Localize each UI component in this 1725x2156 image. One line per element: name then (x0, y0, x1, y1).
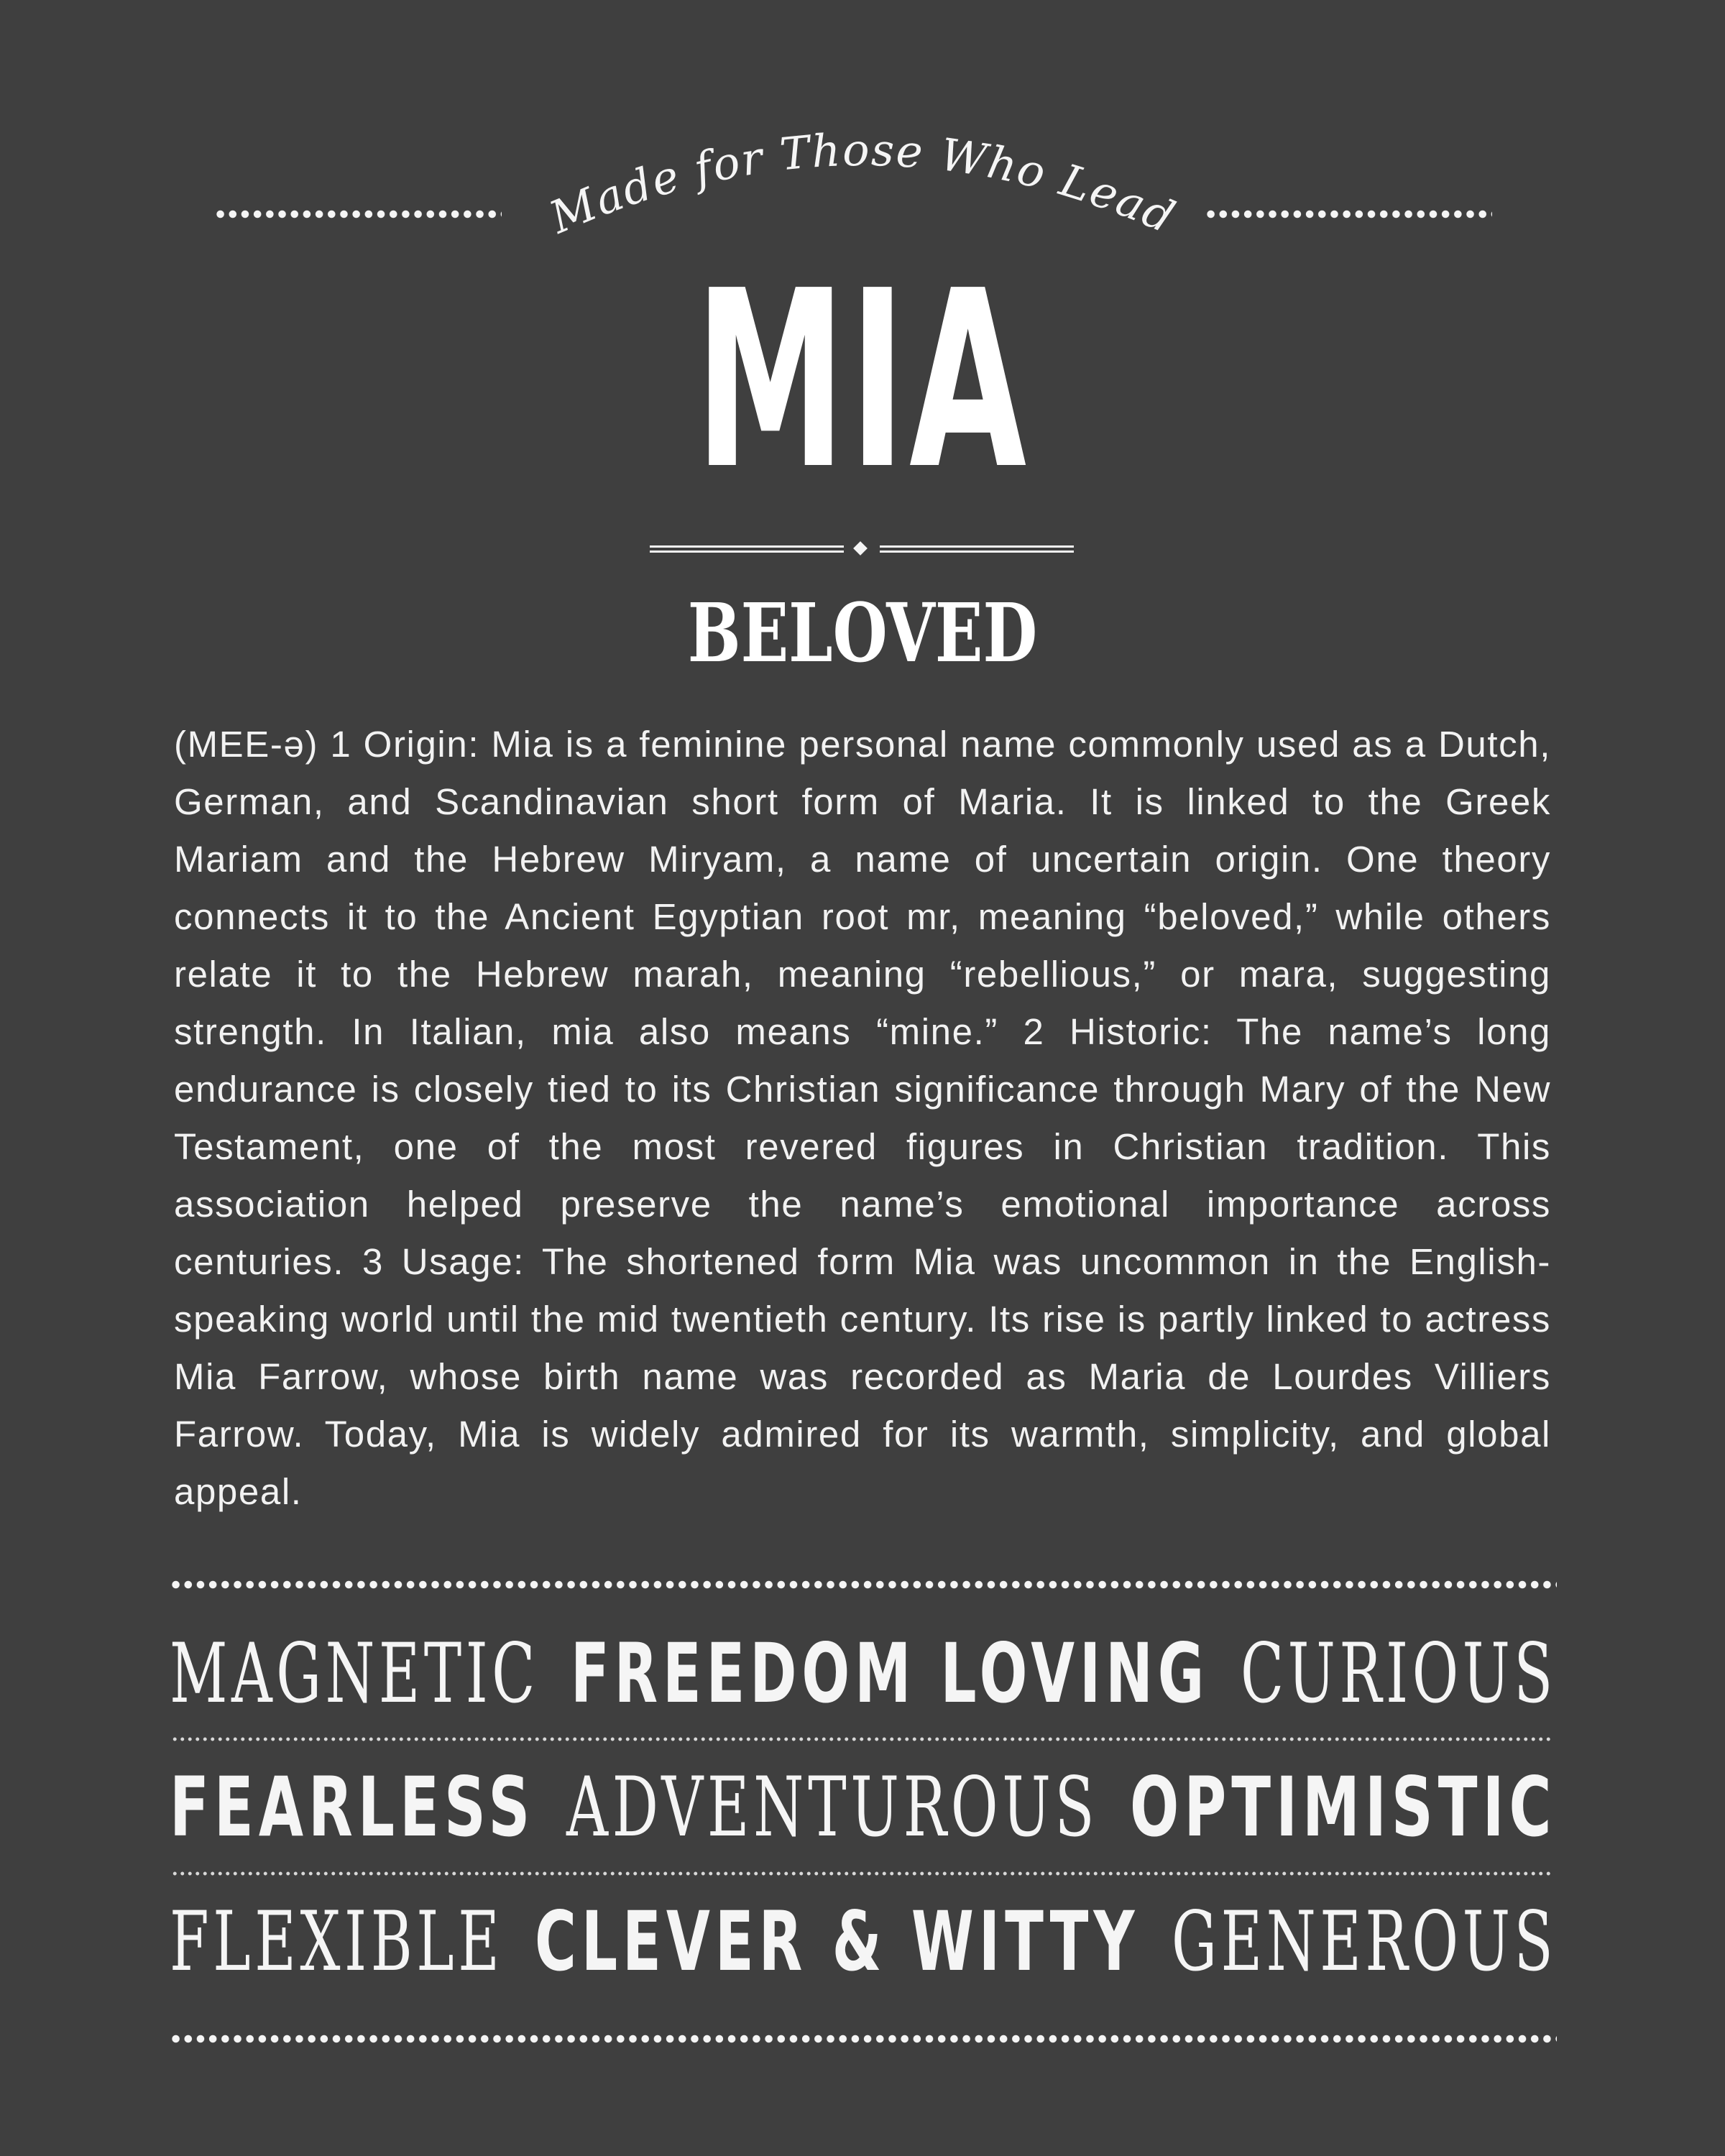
name-title: MIA (694, 239, 1031, 523)
dotted-rule-right (1205, 208, 1492, 220)
dotted-separator-1 (171, 1736, 1554, 1742)
name-description: (MEE-ə) 1 Origin: Mia is a feminine personal name commonly used as a Dutch, German, and Scandinavian short form of Maria. It is linked to the Greek Mariam and the Hebrew Miryam, a name of uncertain origin. One theory connects it to the Ancient Egyptian root mr, meaning “beloved,” while others relate it to the Hebrew marah, meaning “rebellious,” or mara, suggesting strength. In Italian, mia also means “mine.” 2 Historic: The name’s long endurance is closely tied to its Christian significance through Mary of the New Testament, one of the most revered figures in Christian tradition. This association helped preserve the name’s emotional importance across centuries. 3 Usage: The shortened form Mia was uncommon in the English-speaking world until the mid twentieth century. Its rise is partly linked to actress Mia Farrow, whose birth name was recorded as Maria de Lourdes Villiers Farrow. Today, Mia is widely admired for its warmth, simplicity, and global appeal. (174, 724, 1551, 1512)
tagline-text: Made for Those Who Lead (542, 123, 1184, 244)
trait-word: FREEDOM LOVING (570, 1626, 1210, 1721)
trait-word: MAGNETIC (170, 1626, 539, 1721)
dotted-rule-bottom (170, 2032, 1557, 2045)
trait-row-2 (170, 1754, 1557, 1861)
divider-line-right (880, 545, 1074, 553)
trait-word: OPTIMISTIC (1130, 1759, 1557, 1855)
tagline (0, 115, 1725, 259)
trait-word: CURIOUS (1241, 1626, 1557, 1721)
dotted-rule-top (170, 1578, 1557, 1591)
trait-word: ADVENTUROUS (566, 1759, 1099, 1855)
trait-word: CLEVER & WITTY (535, 1894, 1140, 1989)
name-meaning: BELOVED (687, 586, 1038, 681)
divider-line-left (650, 545, 844, 553)
trait-row-3 (170, 1888, 1557, 1996)
diamond-ornament-icon (853, 541, 868, 556)
trait-row-1 (170, 1620, 1557, 1728)
tagline-header (0, 115, 1725, 259)
trait-word: FEARLESS (170, 1759, 535, 1855)
dotted-separator-2 (171, 1871, 1554, 1876)
trait-word: GENEROUS (1171, 1894, 1558, 1989)
trait-word: FLEXIBLE (170, 1894, 504, 1989)
ornament-divider (650, 542, 1074, 559)
